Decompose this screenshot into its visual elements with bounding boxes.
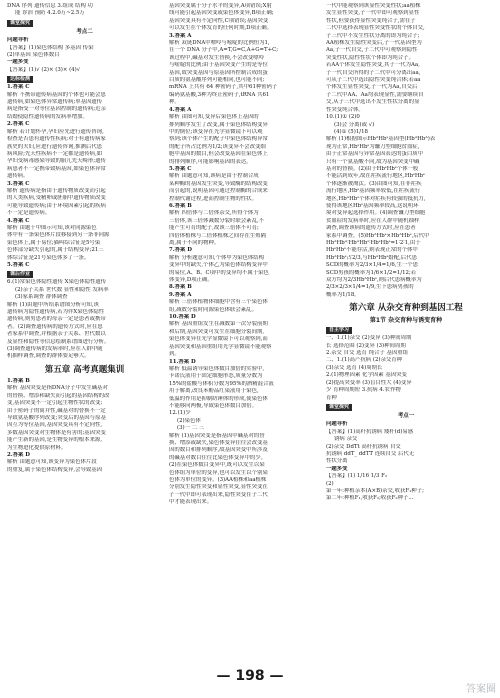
text-line: 多数基因突变对生物体是有害的;基因突变 (7, 429, 106, 436)
answer-line: 【答案】(1)√ (2)× (3)× (4)√ (7, 66, 81, 73)
text-line: 胞中基因的数目,但会改变基因在染色体上 (169, 151, 268, 158)
text-line: 基因突变属于分子水平的变异,A项错误;X射 (169, 3, 272, 9)
text-line: 机抽样调查,调查的群体要足够大。 (7, 353, 90, 360)
text-line: 性突变纯合体。 (326, 106, 364, 113)
answer-line: (3)家系调查 群体调查 (15, 294, 68, 301)
text-line: 2/3×2/3×1/4=1/9,生下患病男孩的 (326, 284, 414, 291)
text-line: 编码氨基酸,3种为终止密码子,tRNA 共61 (169, 91, 270, 98)
text-line: 基因突变具有不定向性,C项错误;基因突变 (169, 17, 269, 24)
text-line: 在一个 DNA 分子中,A=T,G=C,A+G=T+C; (169, 47, 279, 54)
answer-line: 第一年:种植亲本(A×B)杂交,收获F₁种子; (326, 487, 424, 494)
text-line: 调查,调查该病的遗传方式时,应在患者 (326, 225, 416, 232)
text-line: 能产生新的基因,是生物变异的根本来源, (7, 437, 103, 444)
text-line: 突变性状,隐性性状个体即为纯合子。 (326, 54, 414, 61)
text-line: 者家系中调查,并根据亲子关系、世代数以 (7, 331, 106, 338)
text-line: 若AA个体发生隐性突变,其子一代为Aa, (326, 62, 420, 69)
text-line: 因的数目和排列顺序,故基因突变中所涉及 (169, 447, 268, 454)
text-line: 子三代中不发生性状分离的即为纯合子; (326, 32, 420, 39)
text-line: 15%的盐酸与体积分数为95%的酒精混合液 (169, 380, 274, 387)
text-line: 贫血症的发病率时,应在人群中随机抽样 (326, 217, 420, 224)
text-line: 三倍体,该三倍体减数分裂时联会紊乱,不 (169, 217, 265, 224)
answer-line: 10.(1)① (2)0 (326, 114, 360, 121)
text-line: 用于解离,改良苯酚品红染液用于染色, (169, 388, 259, 395)
answer-line: 11.答案 D (169, 358, 196, 365)
text-line: 解析 由题意可知,该变异为染色体片段 (7, 459, 97, 466)
text-line: (2)在染色体数目变异中,既可以发生以染 (169, 462, 265, 469)
section-tag: 自主学习 (326, 327, 352, 334)
text-line: 导致氨基酸序列改变;突变后的基因与原基 (7, 414, 106, 421)
text-line: 的排列顺序,可能影响基因的表达。 (169, 158, 252, 165)
text-line: 体中有一条染色体片段移接到另一条非同源 (7, 232, 110, 239)
text-line: 的易位,A、B、C项中的变异均不属于染色 (169, 269, 269, 276)
answer-line: 性状分离 (326, 458, 348, 465)
text-line: 的替换、增添和缺失而引起的基因结构的改 (7, 392, 110, 399)
text-line: 者。(2)调查遗传病的遗传方式时,应在患 (7, 323, 103, 330)
section-title: 第1节 杂交育种与诱变育种 (369, 317, 443, 325)
section-tag: 课堂探究 (326, 404, 352, 411)
text-line: 境对变异起选择作用。(4)调查镰刀型细胞 (326, 210, 426, 217)
text-line: 色体为单位的变异。(3)AA植株和aa植株 (169, 477, 267, 483)
text-line: Aa,子一代自交,子二代中可观察到隐性 (326, 47, 418, 54)
chapter-title: 第五章 高考真题集训 (44, 364, 125, 375)
answer-line: 【答案】(1)染色体结构 多基因 传染 (7, 44, 94, 51)
answer-line: (2)杂交 DdTt 高秆抗锈病 自交 (326, 443, 401, 450)
text-line: 解析 由题意可知,该病是由于控制合成 (169, 173, 259, 180)
text-line: 2.(1)物理因素 化学因素 基因突变 (326, 372, 407, 379)
text-line: 可从子二代中选出隐性突变纯合体;若aa (326, 77, 421, 84)
text-line: (3)杂交 选育 (4)周期长 (326, 364, 383, 371)
text-line: 四倍体植株与二倍体植株之间存在生殖隔 (169, 232, 267, 239)
column-left (7, 3, 162, 663)
answer-line: 第二年:种植F₁,收获F₂;收获F₂种子... (326, 495, 414, 502)
chapter-title: 第六章 从杂交育种到基因工程 (349, 303, 463, 314)
text-line: 因互为等位基因,基因突变具有不定向性, (7, 422, 103, 429)
text-line: 的重复,属于染色体结构变异,会导致基因 (7, 466, 103, 473)
text-line: 白质的氨基酸序列可能相同,也可能不同; (169, 77, 265, 84)
text-line: 色体部分缺失引起的,属于结构变异;21三 (7, 247, 104, 254)
column-right (326, 3, 486, 663)
text-line: 解析 (1)基因突变是指基因中碱基对的替 (169, 432, 265, 439)
answer-line: 12.(1)少 (169, 410, 191, 417)
text-line: 病是指受一对等位基因控制的遗传病;近亲 (7, 106, 106, 113)
text-line: 不能活到成年,故在疟疾流行地区,HbˢHbˢ (326, 173, 425, 180)
text-line: 低温的作用是抑制纺锤体的形成,使染色体 (169, 395, 268, 402)
text-line: 解析 分析题意可知,个体甲为染色体结构 (169, 254, 265, 261)
column-middle (169, 3, 319, 663)
text-line: 中的倒位;该变异在光学显微镜下可以观 (169, 128, 263, 135)
answer-line: 【答案】(1)高秆抗锈病 矮秆(d)易感 (326, 428, 414, 435)
text-line: 不能移向两极,导致染色体数目加倍。 (169, 402, 257, 409)
text-line: 由于密码子的简并性,碱基对的替换不一定 (7, 407, 106, 414)
text-line: HbˢHbˢ不能存活,则表现正常的个体中 (326, 247, 418, 254)
text-line: 由于正常基因与异常基因表达的蛋白质中 (326, 151, 424, 158)
text-line: 少 育种周期短 3.抗病 4.农作物 (326, 387, 401, 394)
text-line: 发生显性突变,子一代中即可观察到显性 (326, 10, 420, 17)
answer-line: 2.答案 C (7, 121, 30, 128)
answer-line: 3.答案 A (169, 32, 192, 39)
text-line: 为生物进化提供原材料。 (7, 444, 67, 451)
subheading: 一题多变 (7, 59, 29, 66)
text-line: 双方均为2/3HbᴬHbˢ,则后代患病概率为 (326, 277, 422, 284)
text-line: 一代中能观察到该显性突变性状;aa植株 (326, 3, 421, 9)
text-line: 病患者不一定携带致病基因,如染色体异常 (7, 165, 106, 172)
text-line: 一、1.(1)杂交 (2)变异 (3)种间周期 (326, 335, 412, 342)
text-line: 流行地区,Hbˢ基因频率较低,在疟疾流行 (326, 188, 421, 195)
text-line: 性状,但要获得显性突变纯合子,需在子 (326, 17, 416, 24)
answer-line: (3)一 二 三 (177, 425, 205, 432)
text-line: 检查是否患有遗传性疾病;对于有遗传病家 (7, 136, 106, 143)
answer-line: 5.答案 C (7, 262, 30, 268)
text-line: 排列顺序发生了改变,属于染色体结构变异 (169, 121, 268, 128)
text-line: 组,减数分裂时同源染色体联会紊乱。 (169, 306, 257, 313)
watermark-logo: 答案圈 (466, 684, 496, 695)
text-line: 只有一个氨基酸不同,故为基因突变中碱 (326, 158, 420, 165)
text-line: 基对的替换。(2)由于HbˢHbˢ个体一般 (326, 165, 419, 172)
answer-line: 7.答案 D (169, 247, 192, 254)
answer-line: 4.答案 A (169, 106, 192, 113)
text-line: 结婚使隐性遗传病的发病率增加。 (7, 113, 88, 120)
text-line: 解析 遗传病是指由于遗传物质改变而引起 (7, 187, 106, 194)
answer-line: (2)染色体 (177, 417, 201, 424)
text-line: 离,属于不同的物种。 (169, 240, 220, 246)
text-line: 线可能引起基因突变或染色体变异,B项正确; (169, 10, 274, 17)
section-heading: 考点二 (76, 28, 93, 35)
text-line: 能 诊治 预防 4.2.0万~2.5万 (15, 10, 85, 17)
text-line: 使得该地区Hbˢ基因频率较高,这说明环 (326, 202, 419, 209)
text-line: 子一代自交所得的子二代中可分离出aa, (326, 69, 421, 76)
text-line: 分别发生隐性突变和显性突变,显性突变在 (169, 484, 268, 491)
answer-line: 1.答案 C (7, 84, 30, 91)
text-line: 解析 (1)根据图示HbᴬHbˢ基因型(HbᴬHbᴬ)表 (326, 136, 436, 143)
text-line: HbᴬHbᴬ∶HbᴬHbˢ∶HbˢHbˢ=1∶2∶1,由于 (326, 240, 421, 246)
answer-line: (2)单基因 染色体数目 (7, 52, 60, 59)
text-line: 的人类疾病,受精卵或胚胎中遗传物质改变 (7, 195, 106, 202)
answer-line: (4)① (5)1/18 (334, 128, 368, 135)
answer-line: 9.答案 A (169, 291, 192, 298)
text-line: (3)调查遗传病的发病率时,应在人群中随 (7, 346, 103, 353)
text-line: 解析 低温诱导染色体数目加倍的实验中, (169, 365, 265, 372)
text-line: 族史的夫妇,应进行遗传咨询,推测后代患 (7, 143, 103, 150)
text-line: 交,从子三代中选出不发生性状分离的显 (326, 99, 420, 106)
text-line: 中才能表现出来。 (169, 499, 213, 506)
text-line: 与嘧啶的比例;由于基因突变产生的是等位 (169, 62, 268, 69)
text-line: 种。 (169, 99, 180, 106)
text-line: 2.杂交 自交 选育 纯合子 基因重组 (326, 350, 409, 357)
answer-line: (2) (326, 480, 334, 487)
text-line: 地区,HbᴬHbˢ个体对疟疾有较强的抵抗力, (326, 195, 426, 202)
text-line: 体变异,D项正确。 (169, 277, 213, 284)
text-line: SCD的概率为2/3×1/4=1/6,生一个患 (326, 262, 419, 269)
text-line: 解析 基因突变是指DNA分子中发生碱基对 (7, 385, 108, 392)
answer-line: 10.答案 D (169, 314, 196, 321)
text-line: DNA 序列 遗传信息 3.组成 结构 功 (7, 3, 93, 9)
answer-line: 8.答案 B (169, 284, 192, 291)
section-heading: 考点一 (397, 412, 415, 419)
text-line: 概率为1/18。 (326, 291, 360, 298)
text-line: 卡诺氏液用于固定细胞形态,质量分数为 (169, 373, 263, 380)
text-line: 解析 若计划怀孕,孕妇应先进行遗传咨询, (7, 128, 104, 135)
answer-line: 6.答案 B (169, 202, 192, 209)
text-line: 长 选择范围 (2)变异 (3)种间周期 (326, 342, 406, 349)
text-line: 解析 双链DNA中嘌呤与嘧啶的比例恒为1, (169, 40, 270, 47)
answer-line: 6.(1)常染色体隐性遗传 X染色体隐性遗传 (7, 279, 107, 286)
text-line: 遗传病,如染色体异常遗传病;单基因遗传 (7, 99, 103, 106)
text-line: 变,基因突变不一定引起生物性状的改变; (7, 400, 103, 407)
text-line: 换、增添或缺失,染色体变异往往会改变基 (169, 439, 268, 446)
answer-line: 3.答案 C (7, 180, 30, 187)
text-line: 和后期,基因突变可发生在细胞分裂间期, (169, 328, 265, 335)
text-line: 到。 (169, 351, 180, 358)
answer-line: 1.答案 B (7, 377, 30, 384)
text-line: 二、1.(1)高产抗病 (2)杂交育种 (326, 357, 403, 364)
text-line: 察到;该个体产生的配子中染色体结构异常 (169, 136, 268, 143)
text-line: 子二代中AA、Aa均表现显性,需要继续自 (326, 91, 424, 98)
answer-line: 4.答案 C (7, 217, 30, 224)
subheading: 问题导析 (326, 421, 348, 428)
text-line: (2)提高突变率 (3)盲目性大 (4)变异 (326, 379, 412, 386)
text-line: 现为正常,HbˢHbˢ为镰刀型细胞贫血症, (326, 143, 420, 150)
answer-line: 【答案】(1) 1/16 1/3 F₂ (326, 473, 388, 480)
text-line: 可以发生在个体发育的任何时期,D项正确。 (169, 25, 273, 32)
text-line: HbᴬHbˢ占2/3,与HbᴬHbˢ婚配,后代患 (326, 254, 417, 261)
answer-line: (2)亲子关系 世代数 显性和隐性 发病率 (15, 286, 109, 293)
text-line: 而引起的,说明基因可通过控制酶的合成来 (169, 188, 268, 195)
text-line: 染色体上,属于易位;猫叫综合征是5号染 (7, 239, 101, 246)
section-tag: 课堂探究 (7, 20, 33, 27)
text-line: 的配子所占比例为1/2;该变异不会改变细 (169, 143, 266, 150)
text-line: 解析 由题干中图示可知,该对同源染色 (7, 224, 97, 231)
text-line: 子一代中即可表现出来,隐性突变在子二代 (169, 491, 268, 498)
text-line: 该过程中,碱基对发生替换,不会改变嘌呤 (169, 54, 265, 61)
section-tag: 达标检测 (7, 76, 33, 83)
text-line: mRNA 上共有 64 种密码子,其中61种密码子 (169, 84, 278, 91)
text-line: 二代中选择表现显性突变性状的个体自交, (326, 25, 425, 32)
text-line: 个体逐渐被淘汰。(3)由图可知,在非疟疾 (326, 180, 422, 187)
text-line: 变异中的缺失,个体乙为染色体结构变异中 (169, 262, 268, 269)
page-number: — 198 — (216, 668, 284, 684)
text-line: 某种酶的基因发生突变,导致酶的结构改变 (169, 180, 268, 187)
text-line: 解析 不携带遗传病基因的个体也可能会患 (7, 91, 106, 98)
answer-line: (3)会 分离(或 √) (334, 121, 375, 128)
answer-line: 5.答案 C (169, 165, 192, 172)
text-line: 遗传病。 (7, 173, 29, 180)
text-line: 病风险;先天性疾病不一定都是遗传病,如 (7, 150, 103, 157)
text-line: 家系中调查。(5)HbᴬHbˢ×HbᴬHbˢ,后代中 (326, 232, 430, 239)
text-line: 控制代谢过程,进而控制生物的性状。 (169, 195, 257, 202)
text-line: AA植株发生隐性突变后,子一代基因型为 (326, 40, 422, 47)
text-line: 解析 (1)由题中所给系谱图分析可知,该 (7, 301, 99, 308)
text-line: 能产生可育的配子,故该三倍体不可育; (169, 225, 259, 232)
text-line: 解析 基因重组发生在减数第一次分裂前期 (169, 321, 268, 328)
text-line: 染色体变异在光学显微镜下可以观察到,而 (169, 336, 268, 343)
text-line: 育种 (326, 394, 337, 401)
answer-line: 2.答案 D (7, 451, 30, 458)
page-number-value: 198 (235, 668, 265, 684)
answer-line: 抗锈病 ddT_ ddTT 连续自交 后代无 (326, 450, 415, 457)
text-line: 解析 由图可知,变异后染色体上基因的 (169, 114, 259, 121)
text-line: 个体发生显性突变,子一代为Aa,自交后 (326, 84, 418, 91)
text-line: 解析 三倍体植物体细胞中含有三个染色体 (169, 299, 268, 306)
section-tag: 课后作业 (7, 271, 33, 278)
text-line: 孕妇受病毒感染导致的胎儿先天畸形;遗传 (7, 158, 106, 165)
text-line: SCD男孩的概率为1/6×1/2=1/12;若 (326, 269, 417, 276)
text-line: 体综合征是21号染色体多了一条。 (7, 254, 90, 261)
text-line: 及显性和隐性等信息绘制系谱图进行分析。 (7, 338, 110, 345)
subheading: 一题多变 (326, 465, 348, 472)
text-line: 可能导致遗传病;由于环境因素引起的疾病 (7, 202, 106, 209)
text-line: 遗传病为隐性遗传病,若为伴X染色体隐性 (7, 309, 105, 316)
text-line: 基因突变和基因重组用光学显微镜不能观察 (169, 343, 272, 350)
text-line: 的碱基对数目往往比染色体变异中的少。 (169, 454, 267, 461)
text-line: 色体组为单位的变异,也可以发生以个别染 (169, 469, 268, 476)
text-line: 不一定是遗传病。 (7, 210, 51, 217)
text-line: 基因,故突变基因与原基因所控制合成的蛋 (169, 69, 268, 76)
text-line: 遗传病,则男患者的母亲一定是患者或携带 (7, 316, 106, 323)
text-line: 解析 四倍体与二倍体杂交,所得个体为 (169, 210, 259, 217)
subheading: 问题导析 (7, 37, 29, 44)
answer-line: 锈病 杂交 (334, 436, 358, 443)
